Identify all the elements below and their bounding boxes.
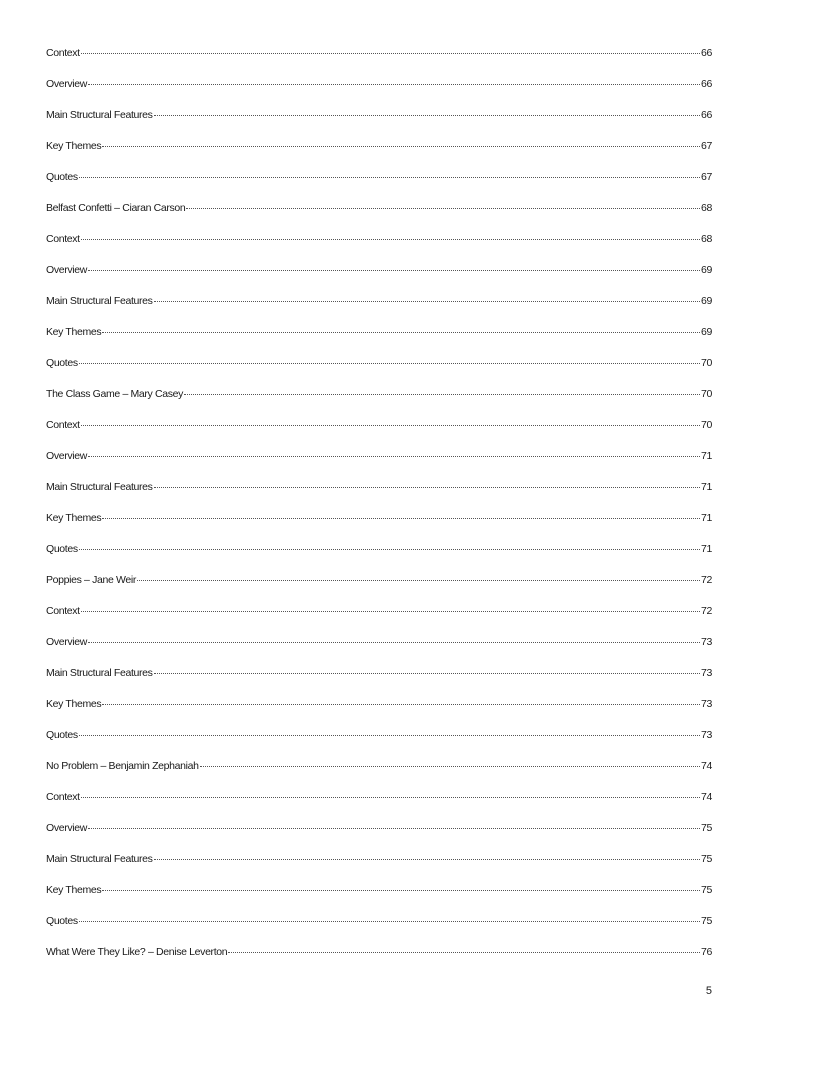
toc-entry-title[interactable]: Key Themes bbox=[46, 326, 102, 339]
toc-entry-title[interactable]: Main Structural Features bbox=[46, 109, 153, 122]
toc-entry-title[interactable]: Main Structural Features bbox=[46, 481, 153, 494]
dot-leader bbox=[81, 53, 700, 54]
dot-leader bbox=[79, 921, 700, 922]
toc-entry-page[interactable]: 71 bbox=[701, 481, 712, 494]
dot-leader bbox=[79, 177, 700, 178]
toc-entry[interactable] bbox=[46, 202, 712, 233]
toc-entry[interactable] bbox=[46, 357, 712, 388]
toc-entry-page[interactable]: 75 bbox=[701, 853, 712, 866]
toc-entry[interactable] bbox=[46, 419, 712, 450]
dot-leader bbox=[228, 952, 700, 953]
toc-entry-title[interactable]: Key Themes bbox=[46, 698, 102, 711]
toc-entry-page[interactable]: 71 bbox=[701, 512, 712, 525]
toc-entry-title[interactable]: Key Themes bbox=[46, 140, 102, 153]
toc-entry[interactable] bbox=[46, 543, 712, 574]
toc-entry-page[interactable]: 69 bbox=[701, 326, 712, 339]
toc-entry[interactable] bbox=[46, 636, 712, 667]
toc-entry-title[interactable]: Quotes bbox=[46, 171, 78, 184]
page-number: 5 bbox=[705, 985, 712, 997]
toc-entry-title[interactable]: Main Structural Features bbox=[46, 295, 153, 308]
toc-entry-page[interactable]: 66 bbox=[701, 47, 712, 59]
toc-entry-page[interactable]: 70 bbox=[701, 357, 712, 370]
toc-entry[interactable] bbox=[46, 109, 712, 140]
dot-leader bbox=[102, 332, 700, 333]
dot-leader bbox=[79, 549, 700, 550]
dot-leader bbox=[102, 704, 700, 705]
dot-leader bbox=[154, 301, 700, 302]
dot-leader bbox=[154, 673, 700, 674]
toc-entry-page[interactable]: 71 bbox=[701, 450, 712, 463]
toc-entry[interactable] bbox=[46, 822, 712, 853]
toc-entry[interactable] bbox=[46, 915, 712, 946]
toc-entry-page[interactable]: 75 bbox=[701, 822, 712, 835]
toc-entry[interactable] bbox=[46, 481, 712, 512]
dot-leader bbox=[88, 270, 700, 271]
toc-entry[interactable] bbox=[46, 791, 712, 822]
dot-leader bbox=[88, 642, 700, 643]
dot-leader bbox=[154, 487, 700, 488]
toc-entry-title[interactable]: Quotes bbox=[46, 357, 78, 370]
toc-entry[interactable] bbox=[46, 171, 712, 202]
toc-entry-title[interactable]: Overview bbox=[46, 450, 87, 463]
toc-entry-page[interactable]: 74 bbox=[701, 791, 712, 804]
toc-entry-page[interactable]: 73 bbox=[701, 667, 712, 680]
toc-entry-page[interactable]: 73 bbox=[701, 698, 712, 711]
toc-entry-title[interactable]: Context bbox=[46, 233, 80, 246]
toc-entry[interactable] bbox=[46, 946, 712, 977]
toc-entry-page[interactable]: 66 bbox=[701, 109, 712, 122]
dot-leader bbox=[88, 828, 700, 829]
toc-entry-title[interactable]: No Problem – Benjamin Zephaniah bbox=[46, 760, 199, 773]
dot-leader bbox=[81, 611, 700, 612]
toc-entry-title[interactable]: Overview bbox=[46, 78, 87, 91]
toc-entry[interactable] bbox=[46, 233, 712, 264]
toc-entry-page[interactable]: 66 bbox=[701, 78, 712, 91]
toc-entry[interactable] bbox=[46, 605, 712, 636]
toc-entry[interactable] bbox=[46, 884, 712, 915]
dot-leader bbox=[102, 890, 700, 891]
toc-entry[interactable] bbox=[46, 698, 712, 729]
dot-leader bbox=[88, 456, 700, 457]
toc-entry-title[interactable]: Quotes bbox=[46, 543, 78, 556]
toc-entry-title[interactable]: Main Structural Features bbox=[46, 853, 153, 866]
toc-entry[interactable] bbox=[46, 729, 712, 760]
toc-entry-page[interactable]: 67 bbox=[701, 171, 712, 184]
toc-entry[interactable] bbox=[46, 512, 712, 543]
toc-entry-title[interactable]: Key Themes bbox=[46, 512, 102, 525]
toc-entry-title[interactable]: Context bbox=[46, 47, 80, 59]
toc-entry-title[interactable]: Belfast Confetti – Ciaran Carson bbox=[46, 202, 186, 215]
toc-entry[interactable] bbox=[46, 264, 712, 295]
toc-entry-title[interactable]: Poppies – Jane Weir bbox=[46, 574, 137, 587]
toc-entry-page[interactable]: 69 bbox=[701, 264, 712, 277]
dot-leader bbox=[154, 859, 700, 860]
dot-leader bbox=[200, 766, 700, 767]
toc-entry-page[interactable]: 67 bbox=[701, 140, 712, 153]
toc-entry[interactable] bbox=[46, 760, 712, 791]
toc-entry-page[interactable]: 70 bbox=[701, 388, 712, 401]
toc-entry[interactable] bbox=[46, 574, 712, 605]
toc-entry-page[interactable]: 76 bbox=[701, 946, 712, 959]
dot-leader bbox=[184, 394, 700, 395]
dot-leader bbox=[137, 580, 700, 581]
toc-entry-page[interactable]: 72 bbox=[701, 574, 712, 587]
table-of-contents bbox=[46, 47, 712, 977]
toc-entry[interactable] bbox=[46, 388, 712, 419]
toc-entry-page[interactable]: 72 bbox=[701, 605, 712, 618]
toc-entry[interactable] bbox=[46, 78, 712, 109]
toc-entry-page[interactable]: 68 bbox=[701, 202, 712, 215]
toc-entry-title[interactable]: Overview bbox=[46, 636, 87, 649]
dot-leader bbox=[186, 208, 700, 209]
toc-entry-page[interactable]: 73 bbox=[701, 729, 712, 742]
toc-entry[interactable] bbox=[46, 295, 712, 326]
dot-leader bbox=[81, 425, 700, 426]
toc-entry-title[interactable]: Quotes bbox=[46, 729, 78, 742]
toc-entry-title[interactable]: Overview bbox=[46, 264, 87, 277]
toc-entry-title[interactable]: Context bbox=[46, 791, 80, 804]
toc-entry-title[interactable]: Quotes bbox=[46, 915, 78, 928]
toc-entry-title[interactable]: What Were They Like? – Denise Leverton bbox=[46, 946, 228, 959]
toc-entry-page[interactable]: 75 bbox=[701, 884, 712, 897]
toc-entry[interactable] bbox=[46, 140, 712, 171]
dot-leader bbox=[81, 797, 700, 798]
toc-entry[interactable] bbox=[46, 667, 712, 698]
toc-entry-page[interactable]: 73 bbox=[701, 636, 712, 649]
toc-entry-page[interactable]: 75 bbox=[701, 915, 712, 928]
dot-leader bbox=[88, 84, 700, 85]
dot-leader bbox=[81, 239, 700, 240]
toc-entry-title[interactable]: Context bbox=[46, 605, 80, 618]
toc-entry-title[interactable]: Overview bbox=[46, 822, 87, 835]
toc-entry[interactable] bbox=[46, 326, 712, 357]
dot-leader bbox=[102, 146, 700, 147]
toc-entry-title[interactable]: The Class Game – Mary Casey bbox=[46, 388, 184, 401]
dot-leader bbox=[79, 735, 700, 736]
dot-leader bbox=[102, 518, 700, 519]
toc-entry[interactable] bbox=[46, 47, 712, 78]
dot-leader bbox=[154, 115, 700, 116]
toc-entry-page[interactable]: 68 bbox=[701, 233, 712, 246]
toc-entry-title[interactable]: Main Structural Features bbox=[46, 667, 153, 680]
toc-entry-page[interactable]: 70 bbox=[701, 419, 712, 432]
dot-leader bbox=[79, 363, 700, 364]
toc-entry-title[interactable]: Context bbox=[46, 419, 80, 432]
toc-entry[interactable] bbox=[46, 450, 712, 481]
toc-entry[interactable] bbox=[46, 853, 712, 884]
toc-entry-page[interactable]: 74 bbox=[701, 760, 712, 773]
toc-entry-title[interactable]: Key Themes bbox=[46, 884, 102, 897]
toc-entry-page[interactable]: 71 bbox=[701, 543, 712, 556]
toc-entry-page[interactable]: 69 bbox=[701, 295, 712, 308]
